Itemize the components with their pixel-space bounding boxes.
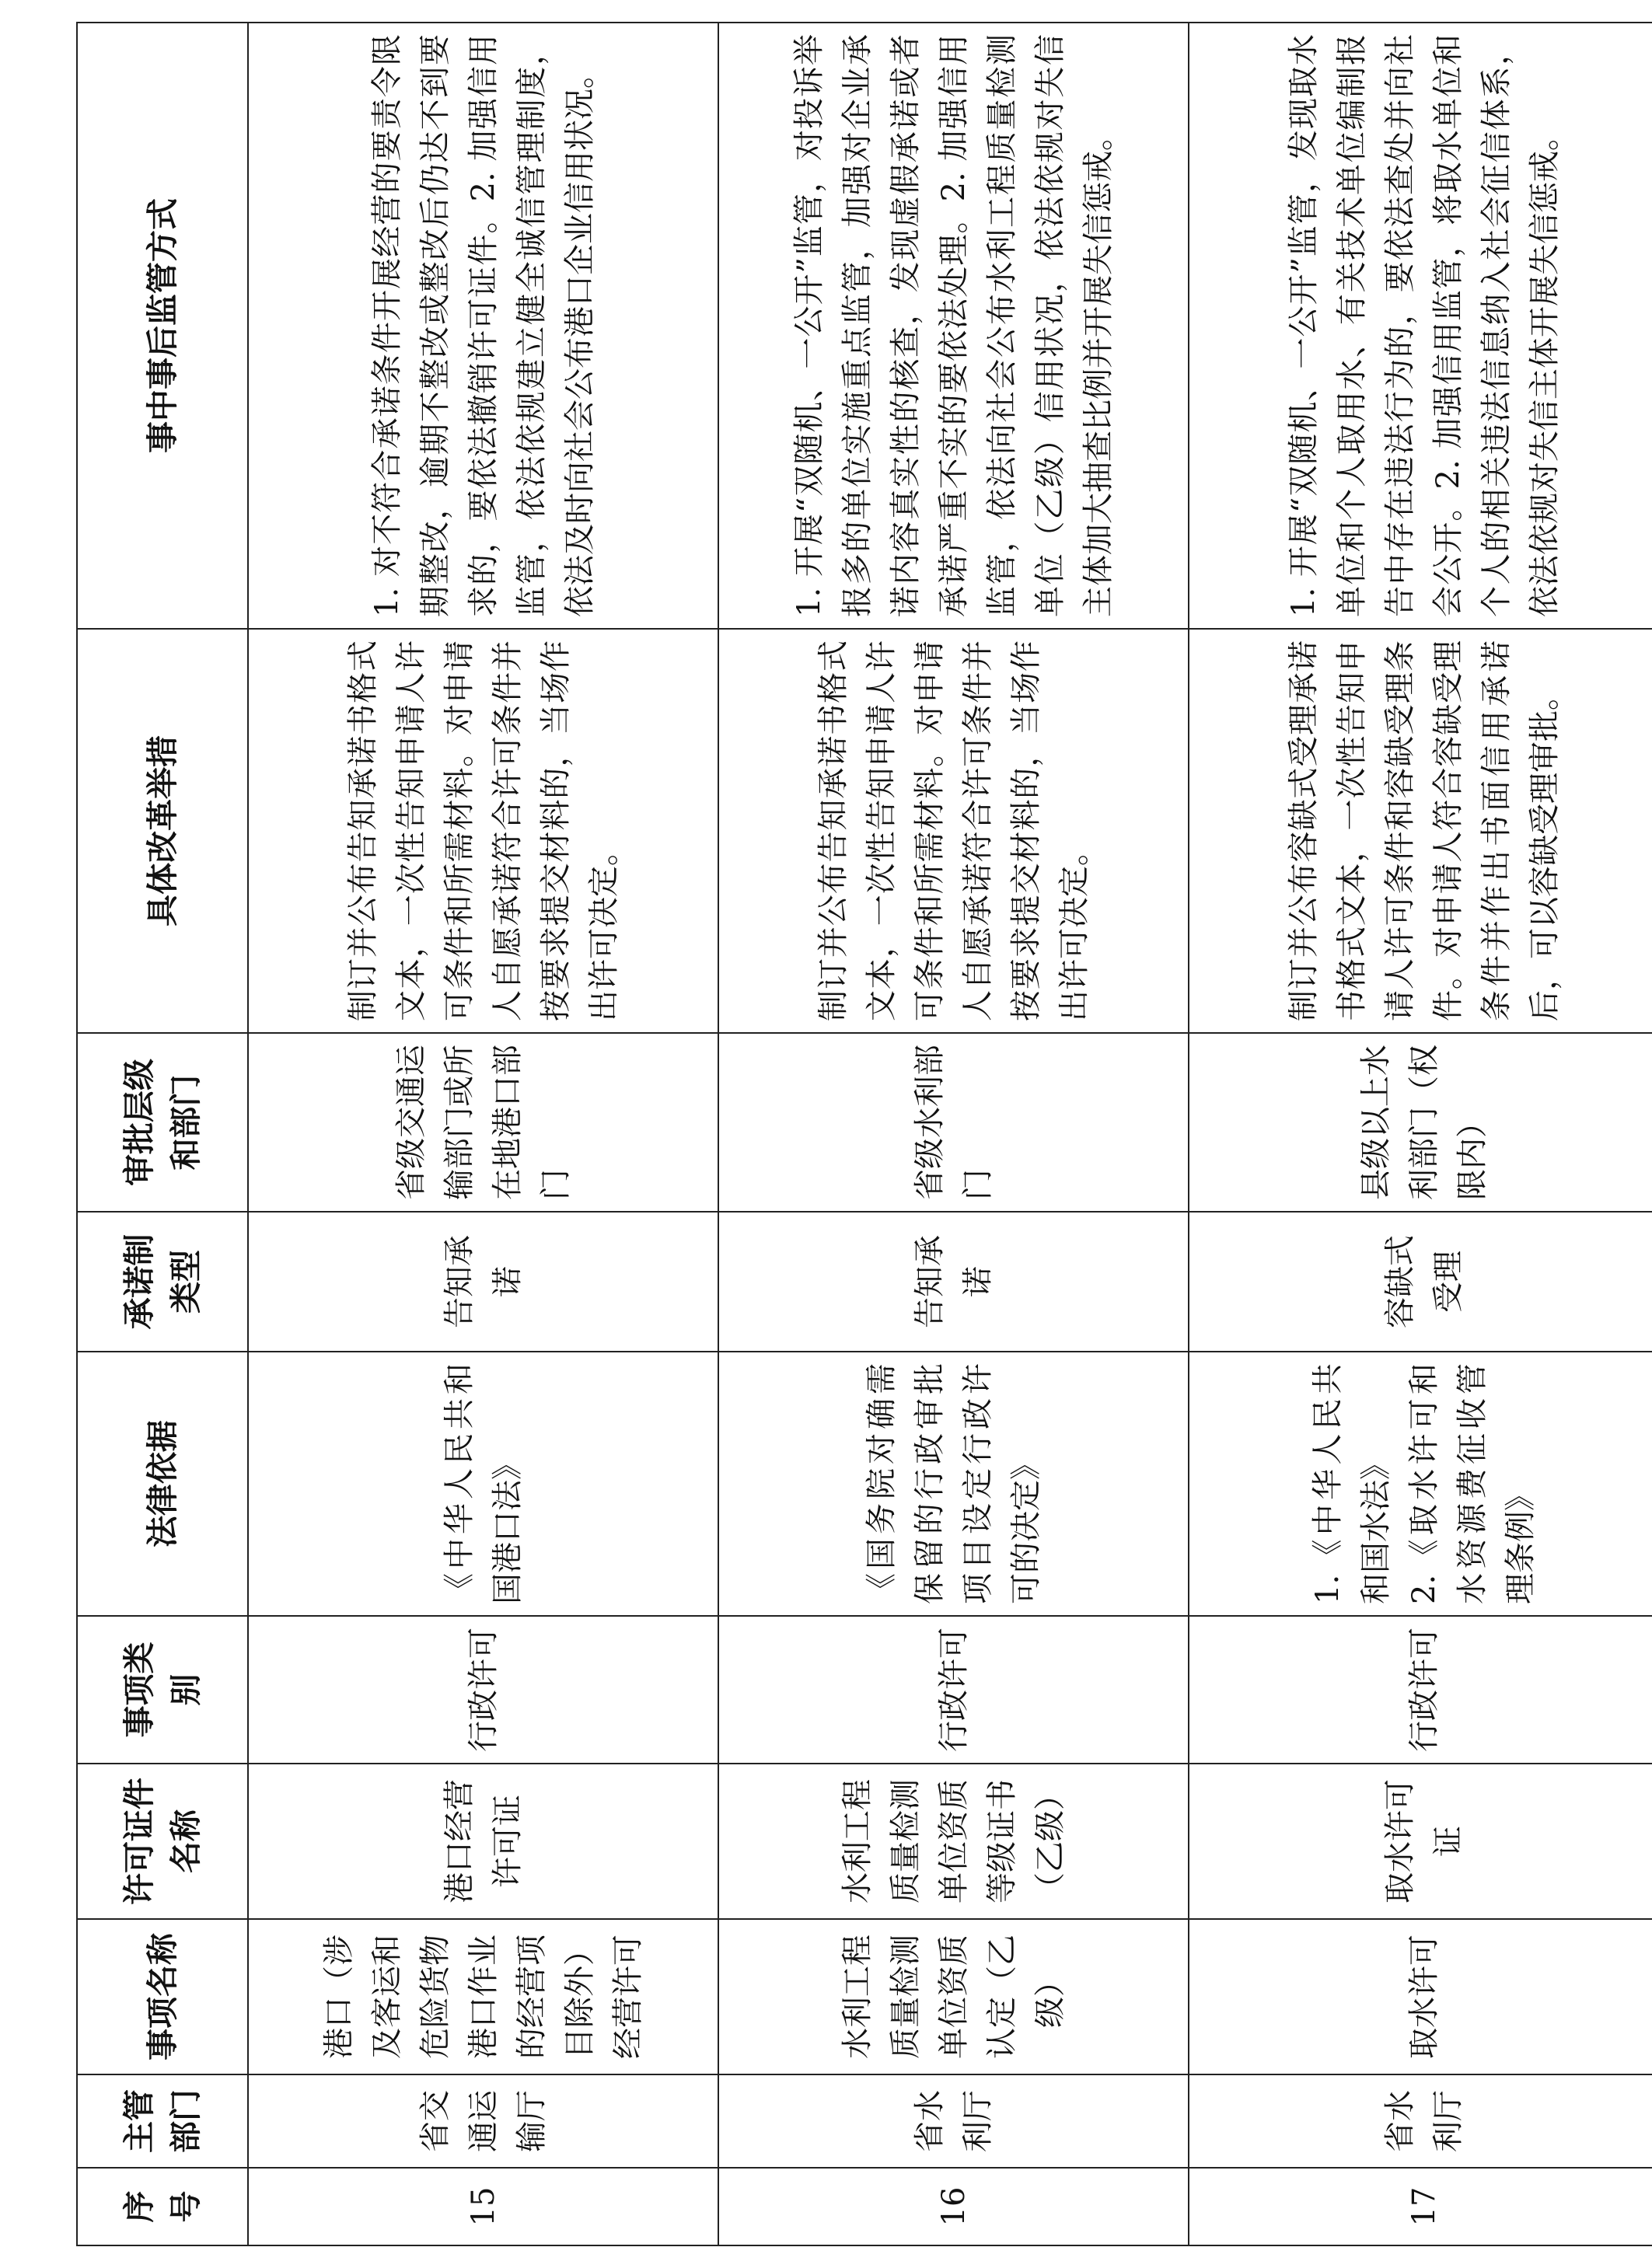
cell-item-name: 港口（涉及客运和危险货物港口作业的经营项目除外）经营许可 — [248, 1919, 718, 2074]
cell-category: 行政许可 — [718, 1616, 1189, 1764]
header-commitment-type: 承诺制类型 — [77, 1212, 248, 1352]
cell-department: 省交通运输厅 — [248, 2074, 718, 2168]
cell-reform-measures: 制订并公布告知承诺书格式文本，一次性告知申请人许可条件和所需材料。对申请人自愿承诺符合许可条件并按要求提交材料的，当场作出许可决定。 — [718, 629, 1189, 1033]
cell-category: 行政许可 — [1189, 1616, 1652, 1764]
table-row — [718, 23, 1189, 2245]
cell-category: 行政许可 — [248, 1616, 718, 1764]
cell-legal-basis — [718, 1352, 1189, 1616]
cell-approval-level: 省级交通运输部门或所在地港口部门 — [248, 1033, 718, 1212]
header-approval-level: 审批层级和部门 — [77, 1033, 248, 1212]
cell-department: 省水利厅 — [1189, 2074, 1652, 2168]
cell-legal-basis — [248, 1352, 718, 1616]
cell-seq: 16 — [718, 2168, 1189, 2245]
header-reform-measures: 具体改革举措 — [77, 629, 248, 1033]
header-category: 事项类别 — [77, 1616, 248, 1764]
legal-basis-item: 《国务院对确需保留的行政审批项目设定行政许可的决定》 — [863, 1363, 1044, 1604]
header-legal-basis: 法律依据 — [77, 1352, 248, 1616]
legal-basis-item: 1.《中华人民共和国水法》 — [1309, 1363, 1394, 1604]
cell-department: 省水利厅 — [718, 2074, 1189, 2168]
table-row — [248, 23, 718, 2245]
cell-supervision: 1. 开展“双随机、一公开”监管，发现取水单位和个人取用水、有关技术单位编制报告中存在违法行为的，要依法查处并向社会公开。2. 加强信用监管，将取水单位和个人的相关违法信息纳入社会征信体系，依法依规对失信主体开展失信惩戒。 — [1189, 23, 1652, 629]
header-seq: 序号 — [77, 2168, 248, 2245]
cell-item-name: 取水许可 — [1189, 1919, 1652, 2074]
header-row — [77, 23, 248, 2245]
table-row — [1189, 23, 1652, 2245]
header-department: 主管部门 — [77, 2074, 248, 2168]
rotated-page — [76, 23, 1652, 2246]
cell-supervision: 1. 开展“双随机、一公开”监管，对投诉举报多的单位实施重点监管，加强对企业承诺内容真实性的核查，发现虚假承诺或者承诺严重不实的要依法处理。2. 加强信用监管，依法向社会公布水利工程质量检测单位（乙级）信用状况，依法依规对失信主体加大抽查比例并开展失信惩戒。 — [718, 23, 1189, 629]
reform-table — [76, 22, 1652, 2246]
cell-license-name: 港口经营许可证 — [248, 1764, 718, 1919]
cell-legal-basis — [1189, 1352, 1652, 1616]
legal-basis-item: 《中华人民共和国港口法》 — [441, 1363, 526, 1604]
cell-license-name: 水利工程质量检测单位资质等级证书（乙级） — [718, 1764, 1189, 1919]
cell-commitment-type: 告知承诺 — [718, 1212, 1189, 1352]
cell-reform-measures: 制订并公布告知承诺书格式文本，一次性告知申请人许可条件和所需材料。对申请人自愿承诺符合许可条件并按要求提交材料的，当场作出许可决定。 — [248, 629, 718, 1033]
cell-reform-measures: 制订并公布容缺式受理承诺书格式文本，一次性告知申请人许可条件和容缺受理条件。对申请人符合容缺受理条件并作出书面信用承诺后，可以容缺受理审批。 — [1189, 629, 1652, 1033]
cell-approval-level: 省级水利部门 — [718, 1033, 1189, 1212]
cell-seq: 15 — [248, 2168, 718, 2245]
cell-supervision: 1. 对不符合承诺条件开展经营的要责令限期整改，逾期不整改或整改后仍达不到要求的，要依法撤销许可证件。2. 加强信用监管，依法依规建立健全诚信管理制度，依法及时向社会公布港口企业信用状况。 — [248, 23, 718, 629]
cell-item-name: 水利工程质量检测单位资质认定（乙级） — [718, 1919, 1189, 2074]
cell-commitment-type: 容缺式受理 — [1189, 1212, 1652, 1352]
header-item-name: 事项名称 — [77, 1919, 248, 2074]
legal-basis-item: 2.《取水许可和水资源费征收管理条例》 — [1406, 1363, 1538, 1604]
header-supervision: 事中事后监管方式 — [77, 23, 248, 629]
cell-commitment-type: 告知承诺 — [248, 1212, 718, 1352]
header-license-name: 许可证件名称 — [77, 1764, 248, 1919]
cell-license-name: 取水许可证 — [1189, 1764, 1652, 1919]
cell-seq: 17 — [1189, 2168, 1652, 2245]
cell-approval-level: 县级以上水利部门（权限内） — [1189, 1033, 1652, 1212]
